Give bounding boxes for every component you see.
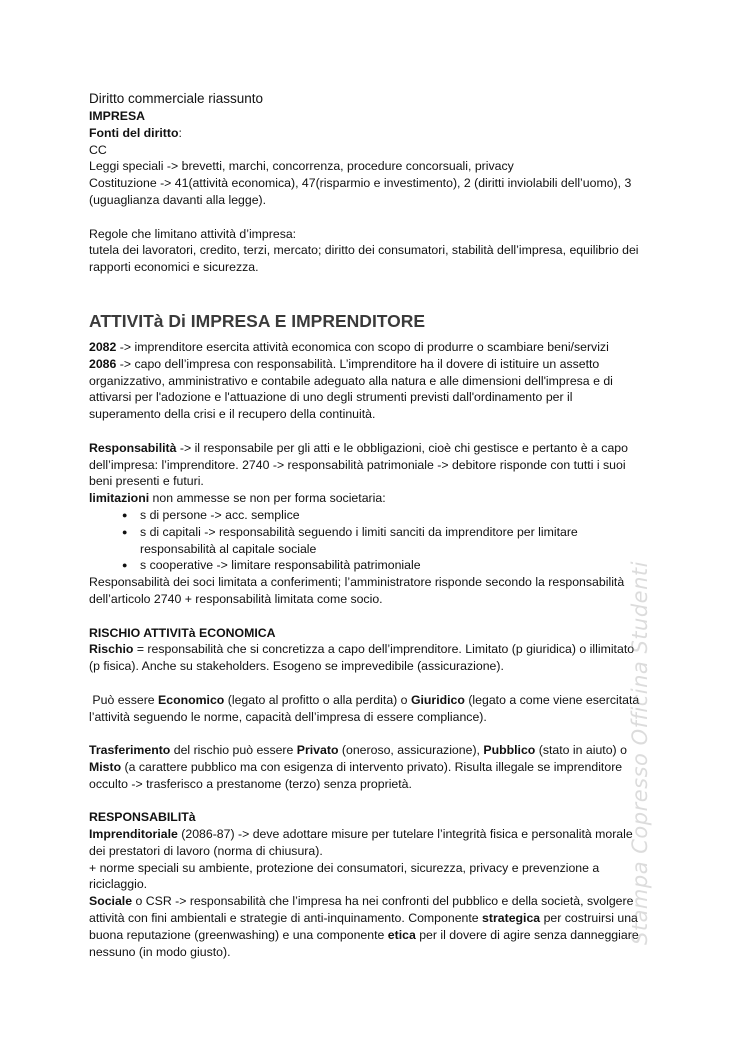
list-item: ● s di persone -> acc. semplice bbox=[122, 507, 651, 524]
sociale-line-1 bbox=[89, 893, 651, 910]
art2082-line bbox=[89, 339, 651, 356]
sociale-text-b: attività con fini ambientali e strategie di anti-inquinamento. Componente bbox=[89, 911, 483, 926]
leggi-line: Leggi speciali -> brevetti, marchi, concorrenza, procedure concorsuali, privacy bbox=[89, 159, 514, 174]
giuridico-label: Giuridico bbox=[410, 692, 465, 707]
limitazioni-text: non ammesse se non per forma societaria: bbox=[149, 491, 386, 506]
norme-line-1: + norme speciali su ambiente, protezione dei consumatori, sicurezza, privacy e prevenzione a bbox=[89, 860, 600, 875]
rischio-label: Rischio bbox=[89, 642, 134, 657]
resp-line-2: dell’impresa: l’imprenditore. 2740 -> responsabilità patrimoniale -> debitore risponde con tutti i suoi bbox=[89, 457, 626, 472]
list-item: ● s di capitali -> responsabilità seguendo i limiti sanciti da imprenditore per limitare responsabilità al capitale sociale bbox=[122, 524, 610, 558]
misto-label: Misto bbox=[89, 759, 122, 774]
regole-line-1: Regole che limitano attività d’impresa: bbox=[89, 226, 297, 241]
trasferimento-text-a: del rischio può essere bbox=[170, 743, 297, 758]
art2086-line-1 bbox=[89, 356, 651, 373]
resp-line-3: beni presenti e futuri. bbox=[89, 474, 204, 489]
sociale-text-a: o CSR -> responsabilità che l’impresa ha nei confronti del pubblico e della società, svolgere bbox=[132, 894, 634, 909]
sociale-line-4: nessuno (in modo giusto). bbox=[89, 944, 231, 959]
rischio-tipi-text-c: (legato a come viene esercitata bbox=[464, 692, 640, 707]
list-item: ● s cooperative -> limitare responsabilità patrimoniale bbox=[122, 557, 651, 574]
costituzione-line-2: (uguaglianza davanti alla legge). bbox=[89, 192, 267, 207]
soci-line-1: Responsabilità dei soci limitata a conferimenti; l’amministratore risponde secondo la responsabilità bbox=[89, 575, 625, 590]
section-title: ATTIVITà Di IMPRESA E IMPRENDITORE bbox=[89, 310, 426, 331]
rischio-line-2: (p fisica). Anche su stakeholders. Esogeno se imprevedibile (assicurazione). bbox=[89, 659, 504, 674]
limitazioni-line bbox=[89, 490, 651, 507]
rischio-tipi-line-1 bbox=[89, 692, 651, 709]
rischio-text: = responsabilità che si concretizza a capo dell’imprenditore. Limitato (p giuridica) o illimitato bbox=[133, 642, 635, 657]
responsabilita-heading: RESPONSABILITà bbox=[89, 810, 196, 825]
privato-label: Privato bbox=[296, 743, 339, 758]
fonti-line bbox=[89, 125, 651, 142]
resp-line-1 bbox=[89, 440, 651, 457]
sociale-line-2 bbox=[89, 910, 651, 927]
imprenditoriale-text: (2086-87) -> deve adottare misure per tutelare l’integrità fisica e personalità morale bbox=[177, 827, 633, 842]
costituzione-line-1: Costituzione -> 41(attività economica), 47(risparmio e investimento), 2 (diritti inviolabili dell’uomo), 3 bbox=[89, 176, 632, 191]
limitazioni-label: limitazioni bbox=[89, 491, 150, 506]
trasferimento-text-c: (stato in aiuto) o bbox=[535, 743, 627, 758]
rischio-line-1 bbox=[89, 641, 651, 658]
art2082-number: 2082 bbox=[89, 339, 117, 354]
fonti-label: Fonti del diritto bbox=[89, 125, 179, 140]
regole-line-3: rapporti economici e sicurezza. bbox=[89, 260, 259, 275]
art2086-line-3: attivarsi per l'adozione e l'attuazione di uno degli strumenti previsti dall'ordinamento per il bbox=[89, 390, 573, 405]
sociale-text-d: buona reputazione (greenwashing) e una componente bbox=[89, 927, 388, 942]
resp-label: Responsabilità bbox=[89, 440, 177, 455]
art2086-number: 2086 bbox=[89, 356, 117, 371]
strategica-label: strategica bbox=[482, 911, 541, 926]
rischio-heading: RISCHIO ATTIVITà ECONOMICA bbox=[89, 625, 276, 640]
imprenditoriale-line-1 bbox=[89, 826, 651, 843]
art2086-line-4: superamento della crisi e il recupero della continuità. bbox=[89, 407, 376, 422]
trasferimento-text-b: (oneroso, assicurazione), bbox=[338, 743, 484, 758]
art2086-text: -> capo dell’impresa con responsabilità. L’imprenditore ha il dovere di istituire un assetto bbox=[116, 356, 600, 371]
trasferimento-line-1 bbox=[89, 742, 651, 759]
resp-text: -> il responsabile per gli atti e le obbligazioni, cioè chi gestisce e pertanto è a capo bbox=[176, 440, 628, 455]
norme-line-2: riciclaggio. bbox=[89, 877, 148, 892]
sociale-label: Sociale bbox=[89, 894, 133, 909]
rischio-tipi-text-b: (legato al profitto o alla perdita) o bbox=[224, 692, 411, 707]
sociale-text-c: per costruirsi una bbox=[540, 911, 638, 926]
soci-line-2: dell’articolo 2740 + responsabilità limitata come socio. bbox=[89, 591, 383, 606]
fonti-colon: : bbox=[178, 125, 182, 140]
cc-line: CC bbox=[89, 142, 107, 157]
rischio-tipi-text-a: Può essere bbox=[89, 692, 159, 707]
imprenditoriale-line-2: dei prestatori di lavoro (norma di chiusura). bbox=[89, 843, 323, 858]
art2086-line-2: organizzativo, amministrativo e contabile adeguato alla natura e alle dimensioni dell'impresa e di bbox=[89, 373, 613, 388]
art2082-text: -> imprenditore esercita attività economica con scopo di produrre o scambiare beni/servizi bbox=[116, 339, 609, 354]
economico-label: Economico bbox=[158, 692, 225, 707]
watermark: Stampa Copresso Officina Studenti bbox=[628, 561, 652, 945]
document-title: Diritto commerciale riassunto bbox=[89, 91, 264, 106]
impresa-heading: IMPRESA bbox=[89, 109, 146, 123]
forme-societarie-list bbox=[89, 507, 651, 574]
rischio-tipi-line-2: l’attività seguendo le norme, capacità dell’impresa di essere compliance). bbox=[89, 709, 487, 724]
trasferimento-line-3: occulto -> trasferisco a prestanome (terzo) senza proprietà. bbox=[89, 776, 412, 791]
trasferimento-text-d: (a carattere pubblico ma con esigenza di intervento privato). Risulta illegale se imprenditore bbox=[121, 759, 623, 774]
document-page bbox=[89, 90, 651, 960]
trasferimento-line-2 bbox=[89, 759, 651, 776]
etica-label: etica bbox=[387, 927, 416, 942]
regole-line-2: tutela dei lavoratori, credito, terzi, mercato; diritto dei consumatori, stabilità dell’impresa, equilibrio dei bbox=[89, 243, 639, 258]
pubblico-label: Pubblico bbox=[483, 743, 536, 758]
trasferimento-label: Trasferimento bbox=[89, 743, 171, 758]
sociale-text-e: per il dovere di agire senza danneggiare bbox=[415, 927, 639, 942]
imprenditoriale-label: Imprenditoriale bbox=[89, 827, 178, 842]
sociale-line-3 bbox=[89, 927, 651, 944]
